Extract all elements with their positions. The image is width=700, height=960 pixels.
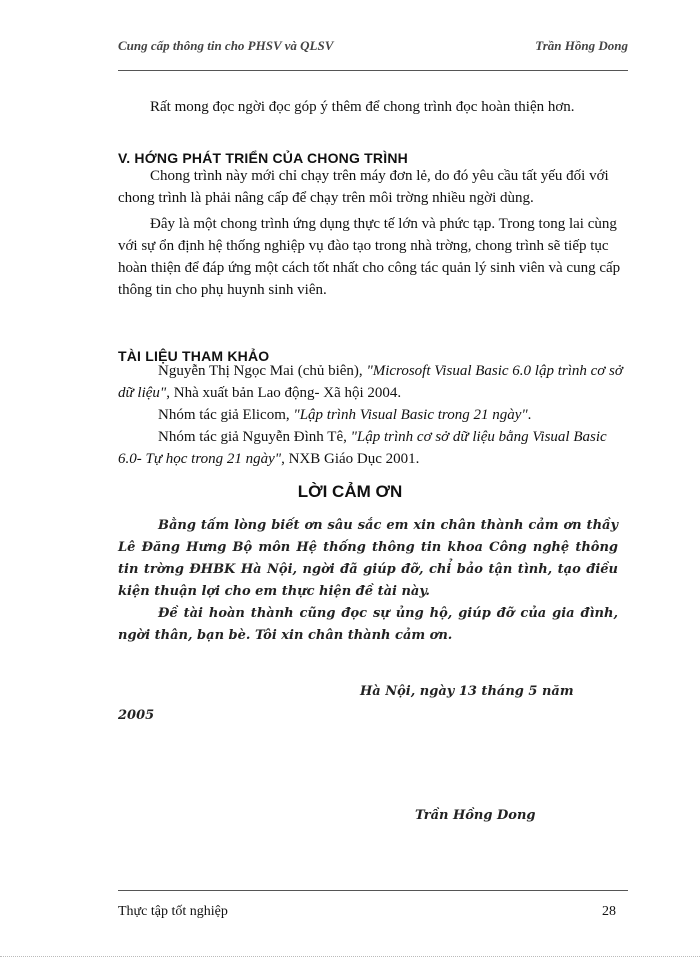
section-body <box>118 165 624 301</box>
thanks-paragraph: Đề tài hoàn thành cũng đọc sự ủng hộ, giúp đỡ của gia đình, ngời thân, bạn bè. Tôi xin chân thành cảm ơn. <box>118 606 618 643</box>
intro-paragraph: Rất mong đọc ngời đọc góp ý thêm để chong trình đọc hoàn thiện hơn. <box>150 99 575 115</box>
date-line: Hà Nội, ngày 13 tháng 5 năm <box>360 684 574 699</box>
footer-rule <box>118 890 628 891</box>
date-year: 2005 <box>118 708 155 723</box>
section-paragraph: Đây là một chong trình ứng dụng thực tế lớn và phức tạp. Trong tong lai cùng với sự ổn định hệ thống nghiệp vụ đào tạo trong nhà trờng, chong trình sẽ tiếp tục hoàn thiện để đáp ứng một cách tốt nhất cho công tác quản lý sinh viên và cung cấp thông tin cho phụ huynh sinh viên. <box>118 216 621 298</box>
header-rule <box>118 70 628 71</box>
page-bottom-dotted-line <box>0 956 700 957</box>
thanks-paragraph: Bằng tấm lòng biết ơn sâu sắc em xin chân thành cảm ơn thầy Lê Đăng Hưng Bộ môn Hệ thống thông tin khoa Công nghệ thông tin trờng ĐHBK Hà Nội, ngời đã giúp đỡ, chỉ bảo tận tình, tạo điều kiện thuận lợi cho em thực hiện đề tài này. <box>118 518 618 599</box>
thanks-title: LỜI CẢM ƠN <box>297 482 403 501</box>
header-left-text: Cung cấp thông tin cho PHSV và QLSV <box>118 38 334 53</box>
page-footer <box>118 904 628 920</box>
reference-item: Nguyễn Thị Ngọc Mai (chủ biên), "Microsoft Visual Basic 6.0 lập trình cơ sở dữ liệu", Nhà xuất bản Lao động- Xã hội 2004. <box>118 363 623 401</box>
footer-left-text: Thực tập tốt nghiệp <box>118 904 228 919</box>
reference-item: Nhóm tác giả Nguyễn Đình Tê, "Lập trình cơ sở dữ liệu bằng Visual Basic 6.0- Tự học trong 21 ngày", NXB Giáo Dục 2001. <box>118 429 607 467</box>
section-paragraph: Chong trình này mới chỉ chạy trên máy đơn lẻ, do đó yêu cầu tất yếu đối với chong trình là phải nâng cấp để chạy trên môi trờng nhiều ngời dùng. <box>118 168 609 206</box>
references-heading: TÀI LIỆU THAM KHẢO <box>118 348 270 364</box>
section-heading: V. HỚNG PHÁT TRIỂN CỦA CHONG TRÌNH <box>118 150 408 166</box>
thanks-body <box>118 515 618 647</box>
page-number: 28 <box>602 904 616 919</box>
intro-paragraph-block <box>118 96 624 118</box>
reference-item: Nhóm tác giả Elicom, "Lập trình Visual Basic trong 21 ngày". <box>158 407 532 423</box>
header-right-text: Trần Hồng Dong <box>535 38 628 53</box>
signature-name: Trần Hồng Dong <box>415 808 536 823</box>
references-list <box>118 360 624 470</box>
page-header <box>118 38 628 58</box>
